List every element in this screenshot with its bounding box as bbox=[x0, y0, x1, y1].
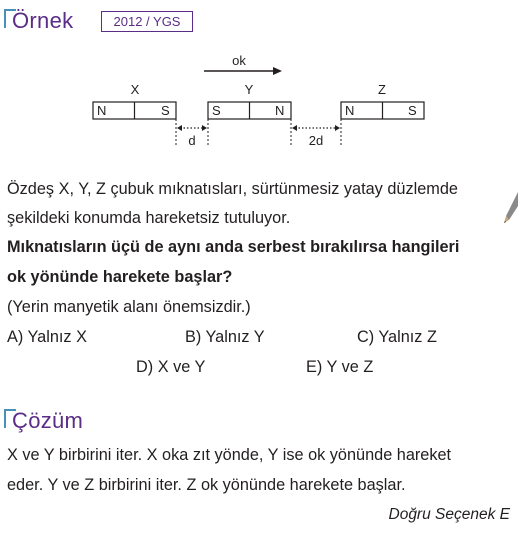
magnet-z-label: Z bbox=[378, 82, 386, 97]
solution-heading: Çözüm bbox=[12, 408, 84, 433]
question-bold-line-2: ok yönünde harekete başlar? bbox=[7, 268, 233, 286]
magnet-x-left-pole: N bbox=[97, 103, 107, 118]
magnet-x-right-pole: S bbox=[161, 103, 170, 118]
question-bold-line-1: Mıknatısların üçü de aynı anda serbest bırakılırsa hangileri bbox=[7, 238, 460, 256]
magnet-y-right-pole: N bbox=[275, 103, 285, 118]
solution-line-1: X ve Y birbirini iter. X oka zıt yönde, Y ise ok yönünde hareket bbox=[7, 446, 452, 464]
question-line-2: şekildeki konumda hareketsiz tutuluyor. bbox=[7, 209, 291, 227]
magnet-x-label: X bbox=[130, 82, 140, 97]
option-c[interactable]: C) Yalnız Z bbox=[357, 328, 437, 346]
gap-2d-label: 2d bbox=[308, 133, 324, 148]
gap-d-label: d bbox=[188, 133, 196, 148]
direction-arrow bbox=[204, 67, 282, 75]
magnet-y-label: Y bbox=[244, 82, 254, 97]
example-heading: Örnek bbox=[12, 8, 74, 33]
correct-answer: Doğru Seçenek E bbox=[388, 506, 510, 523]
question-note: (Yerin manyetik alanı önemsizdir.) bbox=[7, 298, 251, 316]
option-d[interactable]: D) X ve Y bbox=[136, 358, 206, 376]
magnet-z-right-pole: S bbox=[408, 103, 417, 118]
solution-line-2: eder. Y ve Z birbirini iter. Z ok yönünde harekete başlar. bbox=[7, 476, 406, 494]
magnet-z-left-pole: N bbox=[345, 103, 355, 118]
magnet-z bbox=[341, 102, 424, 119]
arrow-label: ok bbox=[232, 53, 246, 68]
option-b[interactable]: B) Yalnız Y bbox=[185, 328, 265, 346]
magnet-x bbox=[93, 102, 176, 119]
option-a[interactable]: A) Yalnız X bbox=[7, 328, 87, 346]
pencil-icon bbox=[500, 192, 518, 226]
magnets-figure bbox=[0, 48, 518, 158]
magnet-y-left-pole: S bbox=[212, 103, 221, 118]
question-line-1: Özdeş X, Y, Z çubuk mıknatısları, sürtünmesiz yatay düzlemde bbox=[7, 180, 458, 198]
year-badge: 2012 / YGS bbox=[101, 11, 193, 32]
magnet-y bbox=[208, 102, 291, 119]
option-e[interactable]: E) Y ve Z bbox=[306, 358, 374, 376]
